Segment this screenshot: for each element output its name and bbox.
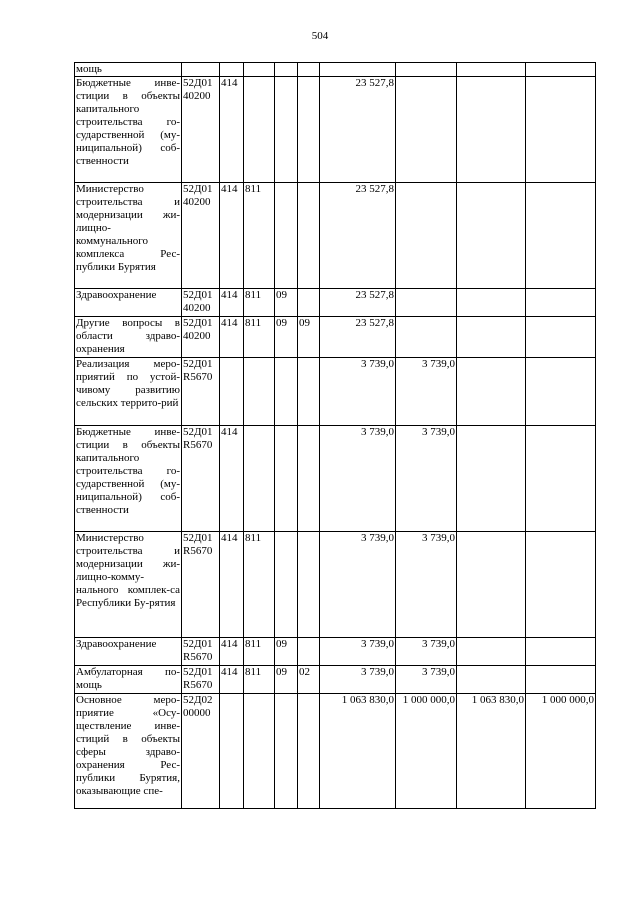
cell-target-code: 52Д01 R5670 xyxy=(182,358,220,426)
cell-section xyxy=(275,358,298,426)
cell-amount-2: 3 739,0 xyxy=(396,638,457,666)
cell-department xyxy=(244,63,275,77)
cell-amount-3 xyxy=(457,666,526,694)
cell-subsection xyxy=(298,358,320,426)
cell-amount-1: 23 527,8 xyxy=(320,289,396,317)
cell-name: Здравоохранение xyxy=(75,638,182,666)
cell-name: Амбулаторная по-мощь xyxy=(75,666,182,694)
table-row xyxy=(75,532,596,638)
cell-amount-2: 3 739,0 xyxy=(396,426,457,532)
cell-name: Министерство строительства и модернизации жи-лищно-комму-нального комплек-са Республики Бу-рятия xyxy=(75,532,182,638)
cell-section xyxy=(275,694,298,809)
table-row xyxy=(75,77,596,183)
cell-amount-1: 1 063 830,0 xyxy=(320,694,396,809)
cell-amount-2 xyxy=(396,183,457,289)
cell-section xyxy=(275,183,298,289)
table-row xyxy=(75,289,596,317)
cell-department xyxy=(244,426,275,532)
cell-amount-1: 3 739,0 xyxy=(320,532,396,638)
cell-subsection xyxy=(298,289,320,317)
cell-amount-3 xyxy=(457,358,526,426)
cell-expense-type: 414 xyxy=(220,317,244,358)
table-row xyxy=(75,358,596,426)
cell-amount-2 xyxy=(396,77,457,183)
cell-amount-3 xyxy=(457,638,526,666)
cell-amount-1: 3 739,0 xyxy=(320,358,396,426)
cell-amount-3 xyxy=(457,426,526,532)
cell-target-code: 52Д01 R5670 xyxy=(182,532,220,638)
cell-target-code: 52Д01 40200 xyxy=(182,289,220,317)
cell-target-code xyxy=(182,63,220,77)
cell-section: 09 xyxy=(275,317,298,358)
cell-department xyxy=(244,358,275,426)
cell-expense-type: 414 xyxy=(220,77,244,183)
cell-expense-type xyxy=(220,694,244,809)
cell-amount-3 xyxy=(457,77,526,183)
cell-expense-type: 414 xyxy=(220,638,244,666)
cell-amount-3 xyxy=(457,317,526,358)
cell-section xyxy=(275,532,298,638)
cell-department: 811 xyxy=(244,666,275,694)
cell-amount-3: 1 063 830,0 xyxy=(457,694,526,809)
cell-department: 811 xyxy=(244,183,275,289)
cell-target-code: 52Д01 40200 xyxy=(182,77,220,183)
cell-expense-type: 414 xyxy=(220,183,244,289)
cell-department xyxy=(244,77,275,183)
cell-amount-3 xyxy=(457,532,526,638)
cell-department: 811 xyxy=(244,289,275,317)
cell-amount-2 xyxy=(396,63,457,77)
cell-amount-4 xyxy=(526,532,596,638)
cell-amount-4 xyxy=(526,183,596,289)
table-body xyxy=(75,63,596,809)
table-row xyxy=(75,666,596,694)
cell-target-code: 52Д01 R5670 xyxy=(182,638,220,666)
cell-target-code: 52Д01 R5670 xyxy=(182,426,220,532)
cell-expense-type: 414 xyxy=(220,289,244,317)
cell-section xyxy=(275,426,298,532)
cell-amount-2 xyxy=(396,289,457,317)
cell-amount-1: 3 739,0 xyxy=(320,666,396,694)
cell-expense-type: 414 xyxy=(220,426,244,532)
cell-subsection xyxy=(298,532,320,638)
cell-amount-2: 3 739,0 xyxy=(396,666,457,694)
cell-expense-type: 414 xyxy=(220,666,244,694)
cell-target-code: 52Д01 R5670 xyxy=(182,666,220,694)
cell-amount-4 xyxy=(526,426,596,532)
cell-subsection: 09 xyxy=(298,317,320,358)
table-row xyxy=(75,63,596,77)
cell-amount-1: 3 739,0 xyxy=(320,426,396,532)
cell-amount-3 xyxy=(457,63,526,77)
cell-department: 811 xyxy=(244,638,275,666)
cell-subsection xyxy=(298,638,320,666)
cell-name: Основное меро-приятие «Осу-ществление инве-стиций в объекты сферы здраво-охранения Рес-публики Бурятия, оказывающие спе- xyxy=(75,694,182,809)
cell-amount-2 xyxy=(396,317,457,358)
cell-amount-3 xyxy=(457,183,526,289)
cell-expense-type xyxy=(220,358,244,426)
cell-target-code: 52Д02 00000 xyxy=(182,694,220,809)
cell-amount-3 xyxy=(457,289,526,317)
cell-subsection xyxy=(298,694,320,809)
cell-amount-4 xyxy=(526,666,596,694)
cell-section xyxy=(275,77,298,183)
cell-subsection xyxy=(298,63,320,77)
cell-section: 09 xyxy=(275,638,298,666)
cell-target-code: 52Д01 40200 xyxy=(182,183,220,289)
cell-name: Бюджетные инве-стиции в объекты капитального строительства го-сударственной (му-ниципальной) соб-ственности xyxy=(75,426,182,532)
cell-expense-type: 414 xyxy=(220,532,244,638)
cell-amount-1: 23 527,8 xyxy=(320,77,396,183)
cell-name: Реализация меро-приятий по устой-чивому развитию сельских террито-рий xyxy=(75,358,182,426)
cell-amount-2: 3 739,0 xyxy=(396,358,457,426)
cell-department xyxy=(244,694,275,809)
cell-amount-1: 23 527,8 xyxy=(320,183,396,289)
cell-amount-4: 1 000 000,0 xyxy=(526,694,596,809)
cell-department: 811 xyxy=(244,317,275,358)
cell-amount-2: 3 739,0 xyxy=(396,532,457,638)
cell-target-code: 52Д01 40200 xyxy=(182,317,220,358)
budget-table xyxy=(74,62,596,809)
cell-amount-1 xyxy=(320,63,396,77)
cell-name: Другие вопросы в области здраво-охранения xyxy=(75,317,182,358)
cell-amount-1: 23 527,8 xyxy=(320,317,396,358)
cell-amount-1: 3 739,0 xyxy=(320,638,396,666)
cell-section: 09 xyxy=(275,666,298,694)
page-number: 504 xyxy=(311,30,329,42)
cell-name: мощь xyxy=(75,63,182,77)
cell-section xyxy=(275,63,298,77)
table-row xyxy=(75,638,596,666)
table-row xyxy=(75,694,596,809)
cell-amount-2: 1 000 000,0 xyxy=(396,694,457,809)
cell-amount-4 xyxy=(526,63,596,77)
table-row xyxy=(75,183,596,289)
cell-amount-4 xyxy=(526,638,596,666)
cell-section: 09 xyxy=(275,289,298,317)
cell-subsection: 02 xyxy=(298,666,320,694)
cell-amount-4 xyxy=(526,358,596,426)
cell-subsection xyxy=(298,426,320,532)
cell-department: 811 xyxy=(244,532,275,638)
cell-name: Бюджетные инве-стиции в объекты капитального строительства го-сударственной (му-ниципальной) соб-ственности xyxy=(75,77,182,183)
cell-subsection xyxy=(298,183,320,289)
cell-expense-type xyxy=(220,63,244,77)
table-row xyxy=(75,426,596,532)
cell-amount-4 xyxy=(526,317,596,358)
table-row xyxy=(75,317,596,358)
cell-name: Здравоохранение xyxy=(75,289,182,317)
cell-amount-4 xyxy=(526,289,596,317)
cell-subsection xyxy=(298,77,320,183)
cell-name: Министерство строительства и модернизации жи-лищно-коммунального комплекса Рес-публики Бурятия xyxy=(75,183,182,289)
cell-amount-4 xyxy=(526,77,596,183)
